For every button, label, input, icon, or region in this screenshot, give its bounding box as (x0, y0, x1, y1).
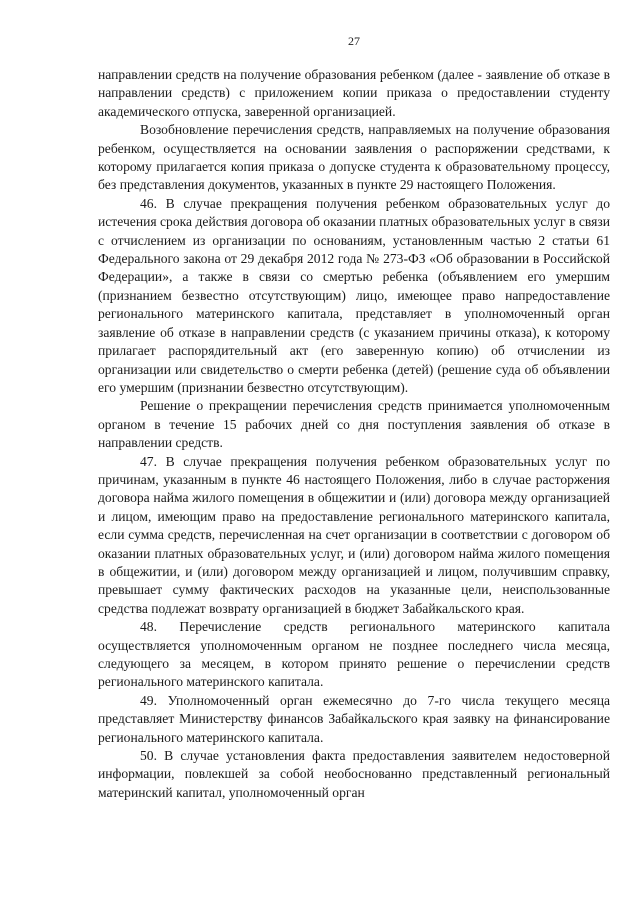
paragraph-49: 49. Уполномоченный орган ежемесячно до 7-го числа текущего месяца представляет Министерству финансов Забайкальского края заявку на финансирование регионального материнского капитала. (98, 692, 610, 745)
paragraph-continuation: направлении средств на получение образования ребенком (далее - заявление об отказе в направлении средств) с приложением копии приказа о предоставлении студенту академического отпуска, заверенной организацией. (98, 67, 610, 119)
paragraph-48: 48. Перечисление средств регионального материнского капитала осуществляется уполномоченным органом не позднее последнего числа месяца, следующего за месяцем, в котором принято решение о перечислении средств регионального материнского капитала. (98, 619, 610, 690)
document-page (98, 34, 610, 802)
paragraph-resumption-of-transfer: Возобновление перечисления средств, направляемых на получение образования ребенком, осуществляется на основании заявления о распоряжении средствами, к которому прилагается копия приказа о допуске студента к образовательному процессу, без представления документов, указанных в пункте 29 настоящего Положения. (98, 122, 610, 193)
paragraph-47: 47. В случае прекращения получения ребенком образовательных услуг по причинам, указанным в пункте 46 настоящего Положения, либо в случае расторжения договора найма жилого помещения в общежитии и (или) договора между организацией и лицом, имеющим право на предоставление регионального материнского капитала, если сумма средств, перечисленная на счет организации в соответствии с договором об оказании платных образовательных услуг, и (или) договором найма жилого помещения в общежитии, и (или) договором между организацией и лицом, получившим справку, превышает сумму фактических расходов на указанные цели, неиспользованные средства подлежат возврату организацией в бюджет Забайкальского края. (98, 453, 610, 616)
page-number: 27 (348, 34, 360, 48)
paragraph-50: 50. В случае установления факта предоставления заявителем недостоверной информации, повлекшей за собой необоснованно представленный региональный материнский капитал, уполномоченный орган (98, 748, 610, 800)
paragraph-46: 46. В случае прекращения получения ребенком образовательных услуг до истечения срока действия договора об оказании платных образовательных услуг в связи с отчислением из организации по основаниям, установленным частью 2 статьи 61 Федерального закона от 29 декабря 2012 года № 273-ФЗ «Об образовании в Российской Федерации», а также в связи со смертью ребенка (объявлением его умершим (признанием безвестно отсутствующим) лицо, имеющее право напредоставление регионального материнского капитала, представляет в уполномоченный орган заявление об отказе в направлении средств (с указанием причины отказа), к которому прилагает распорядительный акт (его заверенную копию) об отчислении из организации или свидетельство о смерти ребенка (детей) (решение суда об объявлении его умершим (признании безвестно отсутствующим). (98, 195, 610, 395)
paragraph-termination-decision: Решение о прекращении перечисления средств принимается уполномоченным органом в течение 15 рабочих дней со дня поступления заявления об отказе в направлении средств. (98, 398, 610, 451)
document-body (98, 66, 610, 802)
